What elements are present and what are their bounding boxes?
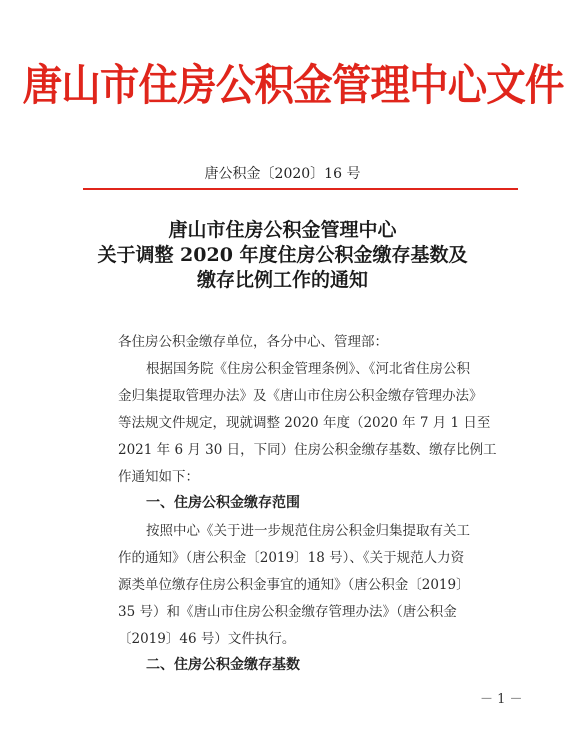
paragraph-line: 根据国务院《住房公积金管理条例》、《河北省住房公积 — [146, 361, 470, 377]
paragraph-line: 〔2019〕46 号）文件执行。 — [118, 631, 296, 647]
notice-title — [0, 218, 565, 293]
paragraph-line: 2021 年 6 月 30 日，下同）住房公积金缴存基数、缴存比例工 — [118, 442, 497, 458]
section-heading: 一、住房公积金缴存范围 — [146, 495, 300, 511]
notice-title-line: 唐山市住房公积金管理中心 — [168, 219, 397, 241]
paragraph-line: 按照中心《关于进一步规范住房公积金归集提取有关工 — [146, 523, 470, 539]
document-header-title: 唐山市住房公积金管理中心文件 — [22, 61, 564, 111]
paragraph-line: 金归集提取管理办法》及《唐山市住房公积金缴存管理办法》 — [118, 388, 483, 404]
notice-title-line: 缴存比例工作的通知 — [196, 269, 368, 291]
page-number: － 1 － — [480, 692, 523, 707]
paragraph-line: 作的通知》（唐公积金〔2019〕18 号）、《关于规范人力资 — [118, 550, 465, 566]
document-number: 唐公积金〔2020〕16 号 — [204, 166, 361, 182]
paragraph-line: 源类单位缴存住房公积金事宜的通知》（唐公积金〔2019〕 — [118, 577, 470, 593]
paragraph-line: 作通知如下： — [118, 469, 199, 485]
section-heading: 二、住房公积金缴存基数 — [146, 657, 300, 673]
salutation: 各住房公积金缴存单位，各分中心、管理部： — [118, 334, 388, 350]
header-red-rule — [83, 188, 518, 190]
notice-title-line: 关于调整 2020 年度住房公积金缴存基数及 — [97, 244, 468, 266]
paragraph-line: 35 号）和《唐山市住房公积金缴存管理办法》（唐公积金 — [118, 604, 457, 620]
paragraph-line: 等法规文件规定，现就调整 2020 年度（2020 年 7 月 1 日至 — [118, 415, 491, 431]
